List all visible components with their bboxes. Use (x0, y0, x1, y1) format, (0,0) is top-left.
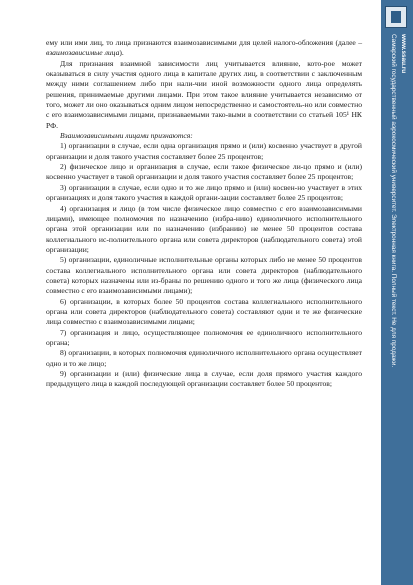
paragraph-text: 2) физическое лицо и организация в случае, если такое физическое ли-цо прямо и (или) косвенно участвует в такой организации и доля такого участия составляет более 25 процентов; (46, 162, 362, 182)
paragraph (46, 369, 362, 390)
italic-term: взаимозависимые лица (46, 48, 120, 58)
paragraph (46, 38, 362, 59)
paragraph (46, 255, 362, 296)
paragraph (46, 141, 362, 162)
paragraph-text: Для признания взаимной зависимости лиц учитывается влияние, кото-рое может оказываться в силу участия одного лица в капитале других лиц, в соответствии с заключенным между ними соглашением либо при нали-чии иной возможности одного лица определять решения, принимаемые другими лицами. При этом такое влияние учитывается независимо от того, может ли оно оказываться одним лицом непосредственно и самостоятель-но или совместно с его взаимозависимыми лицами, признаваемыми тако-выми в соответствии со статьей 105¹ НК РФ. (46, 58, 362, 130)
sidebar-title: Самарский государственный аэрокосмический университет. Электронная книга. Полный текст. Не для продажи. (390, 34, 397, 368)
paragraph-text: 8) организации, в которых полномочия единоличного исполнительного органа осуществляет одно и то же лицо; (46, 348, 362, 368)
document-text (46, 38, 362, 390)
paragraph (46, 328, 362, 349)
paragraph (46, 131, 362, 141)
sidebar-url: www.ssau.ru (400, 34, 407, 74)
italic-heading: Взаимозависимыми лицами признаются: (60, 131, 193, 141)
paragraph (46, 297, 362, 328)
publisher-logo-icon (385, 6, 407, 28)
paragraph-text: ему или ими лиц, то лица признаются взаимозависимыми для целей налого-обложения (далее – (46, 38, 362, 47)
paragraph (46, 162, 362, 183)
sidebar-band (381, 0, 413, 585)
paragraph-tail: ). (119, 48, 124, 58)
paragraph-text: 1) организации в случае, если одна организация прямо и (или) косвенно участвует в другой организации и доля такого участия составляет более 25 процентов; (46, 141, 362, 161)
paragraph (46, 59, 362, 131)
paragraph-text: 5) организации, единоличные исполнительные органы которых либо не менее 50 процентов состава коллегиального исполнительного органа или совета директоров (наблюдательного совета) которых назначены или из-браны по решению одного и того же лица (физического лица совместно с его взаимозависимыми лицами); (46, 255, 362, 296)
paragraph-text: 6) организации, в которых более 50 процентов состава коллегиального исполнительного органа или совета директоров (наблюдательного совета) составляют одни и те же физические лица совместно с взаимозависимыми лицами; (46, 296, 362, 327)
paragraph-text: 3) организации в случае, если одно и то же лицо прямо и (или) косвен-но участвует в этих организациях и доля такого участия в каждой органи-зации составляет более 25 процентов; (46, 182, 362, 203)
paragraph (46, 204, 362, 256)
paragraph (46, 348, 362, 369)
paragraph-text: 4) организация и лицо (в том числе физическое лицо совместно с его взаимозависимыми лицами), имеющее полномочия по назначению (избра-нию) единоличного исполнительного органа этой организации или по назначению (избранию) не менее 50 процентов состава коллегиального ис-полнительного органа или совета директоров (наблюдательного совета) этой организации; (46, 203, 362, 254)
paragraph-text: 9) организации и (или) физические лица в случае, если доля прямого участия каждого предыдущего лица в каждой последующей организации составляет более 50 процентов; (46, 369, 362, 389)
paragraph (46, 183, 362, 204)
paragraph-text: 7) организация и лицо, осуществляющее полномочия ее единоличного исполнительного органа; (46, 327, 362, 347)
